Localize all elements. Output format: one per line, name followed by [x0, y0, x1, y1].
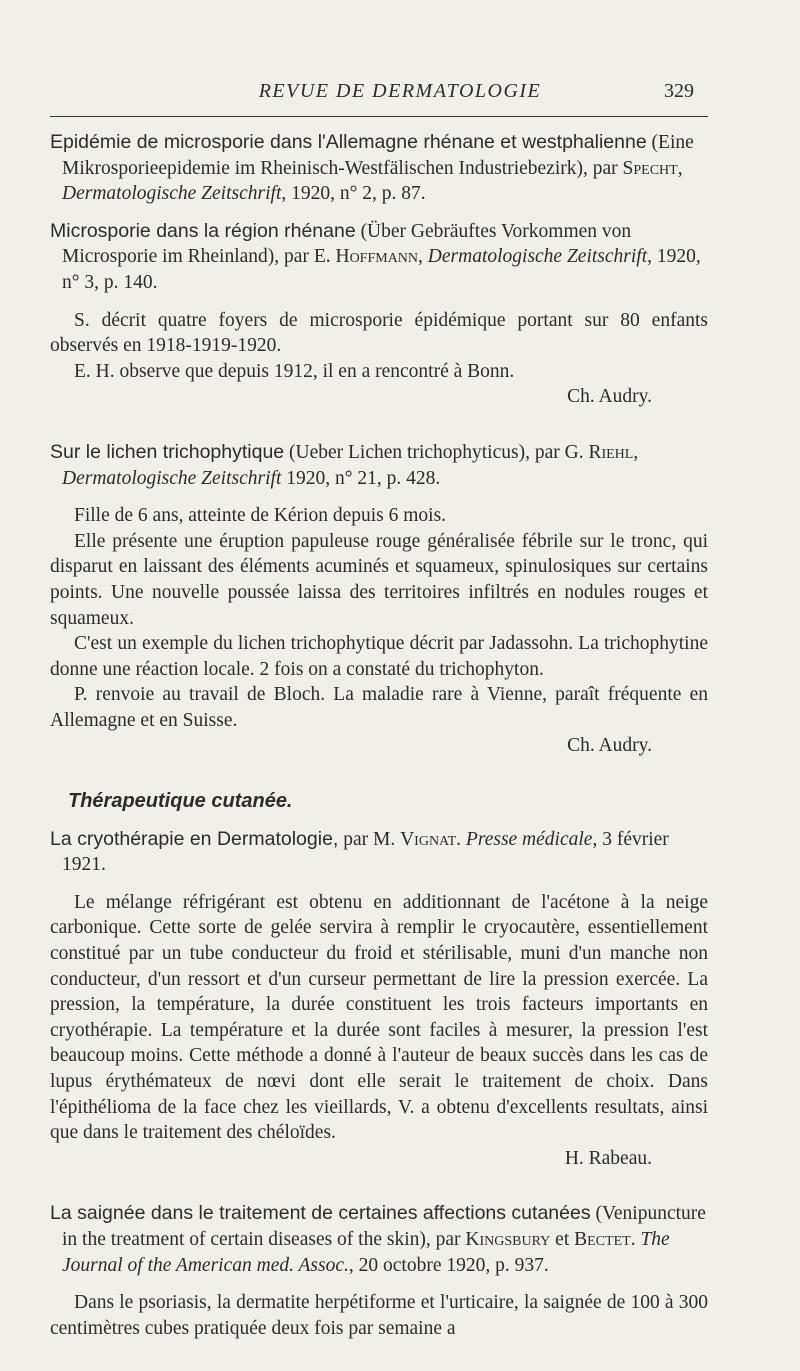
reference-part: , 1920, n° 2, p. 87. [281, 183, 426, 205]
spacer [50, 491, 708, 503]
section-title: Thérapeutique cutanée. [68, 790, 293, 813]
header-rule [50, 116, 708, 117]
article-reference [50, 827, 708, 878]
reference-part: 1920, n° 21, p. 428. [281, 467, 441, 489]
article-heading: Microsporie dans la région rhénane [50, 219, 356, 242]
spacer [50, 410, 708, 440]
reference-part: Dermatologische Zeitschrift [62, 183, 282, 205]
reference-part: , 20 octobre 1920, p. 937. [348, 1254, 549, 1276]
reference-part: (Ueber Lichen trichophyticus), par G. [284, 441, 589, 463]
reference-part: The Journal of the American med. Assoc. [62, 1228, 670, 1276]
spacer [50, 1278, 708, 1290]
reference-part: Hoffmann [335, 246, 419, 268]
author-signature: Ch. Audry. [567, 386, 652, 408]
reference-part: , [677, 157, 683, 179]
reference-part: Kingsbury [465, 1228, 551, 1250]
article-reference [50, 440, 708, 491]
reference-part: Specht [622, 157, 678, 179]
reference-part: . [456, 828, 466, 850]
reference-part: et [550, 1228, 575, 1250]
reference-part: (Über Gebräuftes Vorkommen von Microsporie im Rheinland), par E. [62, 220, 632, 268]
spacer [50, 1171, 708, 1201]
running-head [0, 78, 800, 106]
reference-part: Presse médicale [465, 828, 593, 850]
article-reference [50, 130, 708, 207]
reference-part: Dermatologische Zeitschrift [427, 246, 648, 268]
body-paragraph: E. H. observe que depuis 1912, il en a rencontré à Bonn. [74, 360, 515, 382]
spacer [50, 296, 708, 308]
spacer [50, 815, 708, 827]
reference-part: . [630, 1228, 641, 1250]
author-signature: H. Rabeau. [564, 1147, 652, 1169]
reference-part: (Venipuncture in the treatment of certain diseases of the skin), par [62, 1203, 706, 1250]
article-heading: Sur le lichen trichophytique [50, 440, 285, 463]
body-paragraph: Dans le psoriasis, la dermatite herpétiforme et l'urticaire, la saignée de 100 à 300 centimètres cubes pratiquée deux fois par semaine a [50, 1292, 708, 1339]
spacer [50, 207, 708, 219]
body-paragraph: P. renvoie au travail de Bloch. La maladie rare à Vienne, paraît fréquente en Allemagne et en Suisse. [50, 684, 708, 731]
reference-part: Riehl [588, 441, 634, 463]
reference-part: , 3 février 1921. [62, 828, 669, 876]
reference-part: (Eine Mikrosporieepidemie im Rheinisch-Westfälischen Industriebezirk), par [62, 132, 694, 179]
page-number: 329 [664, 80, 694, 102]
spacer [50, 759, 708, 789]
body-paragraph: C'est un exemple du lichen trichophytique décrit par Jadassohn. La trichophytine donne une réaction locale. 2 fois on a constaté du trichophyton. [50, 633, 708, 680]
body-paragraph: Fille de 6 ans, atteinte de Kérion depuis 6 mois. [74, 505, 447, 527]
reference-part: , [633, 441, 639, 463]
reference-part: Dermatologische Zeitschrift [62, 467, 282, 489]
article-column [50, 130, 708, 1371]
body-paragraph: Le mélange réfrigérant est obtenu en additionnant de l'acétone à la neige carbonique. Cette sorte de gelée servira à remplir le cryocautère, essentiellement constitué par un tube conducteur du froid et stérilisable, muni d'un manche non conducteur, d'un ressort et d'un curseur permettant de lire la pression exercée. La pression, la température, la durée constituent les trois facteurs importants en cryothérapie. La température et la durée sont faciles à mesurer, la pression l'est beaucoup moins. Cette méthode a donné à l'auteur de beaux succès dans les cas de lupus érythémateux de nœvi dont elle serait le traitement de choix. Dans l'épithélioma de la face chez les vieillards, V. a obtenu d'excellents resultats, ainsi que dans le traitement des chéloïdes. [50, 891, 708, 1144]
spacer [50, 878, 708, 890]
body-paragraph: Elle présente une éruption papuleuse rouge généralisée fébrile sur le tronc, qui disparut en laissant des éléments acuminés et squameux, spinulosiques sur certains points. Une nouvelle poussée laissa des territoires infiltrés en nodules rouges et squameux. [50, 530, 708, 629]
body-paragraph: S. décrit quatre foyers de microsporie épidémique portant sur 80 enfants observés en 1918-1919-1920. [50, 309, 708, 357]
reference-part: , 1920, n° 3, p. 140. [62, 246, 701, 293]
reference-part: , [418, 246, 428, 268]
article-heading: La cryothérapie en Dermatologie, [50, 827, 339, 850]
article-reference [50, 1201, 708, 1278]
article-heading: La saignée dans le traitement de certaines affections cutanées [50, 1202, 591, 1225]
journal-title: REVUE DE DERMATOLOGIE [258, 80, 542, 102]
author-signature: Ch. Audry. [567, 735, 652, 757]
reference-part: Bectet [574, 1228, 631, 1250]
article-reference [50, 219, 708, 296]
article-heading: Epidémie de microsporie dans l'Allemagne rhénane et westphalienne [50, 131, 647, 153]
reference-part: Vignat [400, 828, 457, 850]
reference-part: par M. [338, 828, 401, 850]
